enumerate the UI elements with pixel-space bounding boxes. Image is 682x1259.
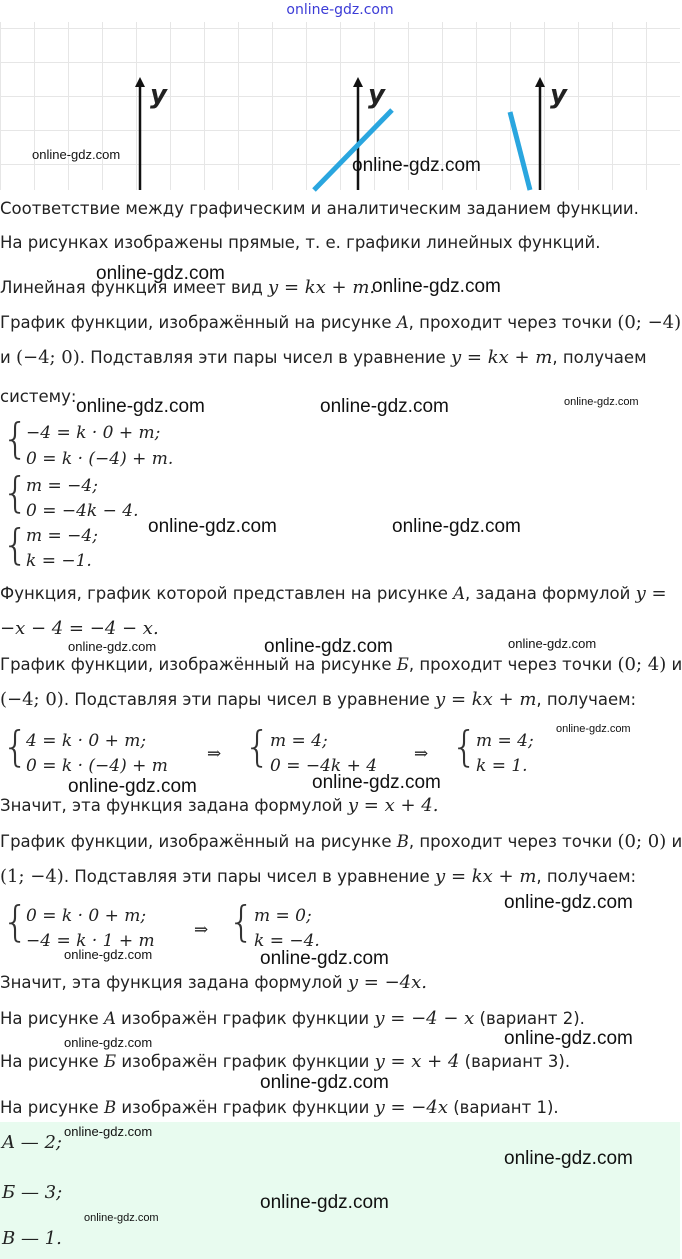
letter-a: A [396, 313, 409, 332]
watermark-11: online-gdz.com [264, 636, 393, 657]
graph-strip [0, 22, 680, 190]
formula-b: y = x + 4. [347, 795, 439, 816]
sys-b1-eq-1: 4 = k · 0 + m; [26, 731, 147, 751]
para-15-text: На рисунке [0, 1052, 104, 1071]
para-9-text-b: . Подставляя эти пары чисел в уравнение [63, 690, 436, 709]
para-6-text: систему: [0, 387, 77, 406]
para-16-text-c: (вариант 1). [447, 1098, 559, 1117]
answer-2: Б — 3; [2, 1182, 63, 1203]
formula-c: y = −4x. [347, 972, 427, 993]
para-8-text: График функции, изображённый на рисунке [0, 655, 397, 674]
top-watermark: online-gdz.com [286, 2, 394, 18]
sys-a-eq-5: m = −4; [26, 526, 98, 546]
watermark-21: online-gdz.com [260, 1072, 389, 1093]
answer-block [0, 1122, 680, 1259]
watermark-10: online-gdz.com [68, 639, 157, 654]
watermark-17: online-gdz.com [64, 947, 153, 962]
graphs-svg [0, 22, 680, 190]
para-14-text-b: изображён график функции [115, 1009, 375, 1028]
formula-variant-3: y = x + 4 [374, 1051, 460, 1072]
point-b1: (0; 4) [617, 654, 667, 675]
point-c1: (0; 0) [617, 831, 667, 852]
para-4-text-b: , проходит через точки [408, 313, 618, 332]
para-4 [0, 311, 680, 335]
para-10-text: Значит, эта функция задана формулой [0, 796, 348, 815]
watermark-7: online-gdz.com [564, 396, 639, 408]
formula-variant-1: y = −4x [374, 1097, 448, 1118]
graph-b-axis-label: y [368, 80, 385, 110]
watermark-16: online-gdz.com [504, 892, 633, 913]
letter-v: B [396, 832, 409, 851]
para-14-text-c: (вариант 2). [474, 1009, 585, 1028]
para-7 [0, 582, 680, 606]
formula-a-start: y = [635, 583, 667, 604]
letter-v-2: B [103, 1098, 117, 1117]
graph-a-axis-label: y [150, 80, 167, 110]
watermark-4: online-gdz.com [372, 276, 501, 297]
para-2-text: На рисунках изображены прямые, т. е. графики линейных функций. [0, 233, 601, 252]
watermark-5: online-gdz.com [76, 396, 205, 417]
sys-a-eq-6: k = −1. [26, 551, 92, 571]
sys-c1-eq-2: −4 = k · 1 + m [26, 931, 155, 951]
sys-b3-brace: { [451, 722, 478, 771]
letter-a-2: A [453, 584, 466, 603]
sys-a-eq-3: m = −4; [26, 476, 98, 496]
watermark-25: online-gdz.com [84, 1212, 159, 1224]
sys-a-brace-3: { [2, 520, 29, 569]
para-13-text: Значит, эта функция задана формулой [0, 973, 348, 992]
para-13 [0, 971, 680, 995]
para-16-text: На рисунке [0, 1098, 104, 1117]
para-15-text-b: изображён график функции [116, 1052, 375, 1071]
formula-general-3: y = kx + m [435, 866, 537, 887]
graph-c [510, 86, 540, 190]
para-16-text-b: изображён график функции [116, 1098, 375, 1117]
para-8-text-c: и [666, 655, 682, 674]
para-11-text-c: и [666, 832, 682, 851]
formula-linear: y = kx + m. [268, 277, 376, 298]
formula-general: y = kx + m [451, 347, 553, 368]
para-12-text-b: . Подставляя эти пары чисел в уравнение [63, 867, 436, 886]
watermark-8: online-gdz.com [148, 516, 277, 537]
watermark-13: online-gdz.com [556, 723, 631, 735]
point-a2: (−4; 0) [15, 347, 80, 368]
para-2 [0, 231, 680, 255]
para-3-text: Линейная функция имеет вид [0, 278, 269, 297]
sys-c1-eq-1: 0 = k · 0 + m; [26, 906, 147, 926]
watermark-12: online-gdz.com [508, 636, 597, 651]
watermark-3: online-gdz.com [96, 263, 225, 284]
sys-c2-eq-2: k = −4. [254, 931, 320, 951]
watermark-19: online-gdz.com [504, 1028, 633, 1049]
graph-b-line [314, 110, 392, 190]
watermark-23: online-gdz.com [504, 1148, 633, 1169]
para-1 [0, 197, 680, 221]
graph-c-axis-label: y [550, 80, 567, 110]
para-5-text: и [0, 348, 16, 367]
sys-b2-eq-2: 0 = −4k + 4 [270, 756, 378, 776]
sys-b-arrow-2: ⇒ [414, 744, 429, 764]
watermark-20: online-gdz.com [64, 1035, 153, 1050]
sys-b1-brace: { [2, 722, 29, 771]
para-12 [0, 865, 680, 889]
point-b2: (−4; 0) [0, 689, 64, 710]
watermark-15: online-gdz.com [312, 772, 441, 793]
para-5-text-b: . Подставляя эти пары чисел в уравнение [79, 348, 452, 367]
sys-a-brace-2: { [2, 468, 29, 517]
sys-c1-brace: { [2, 897, 29, 946]
letter-b-2: Б [103, 1052, 117, 1071]
para-15-text-c: (вариант 3). [459, 1052, 571, 1071]
sys-c-arrow: ⇒ [194, 920, 209, 940]
watermark-18: online-gdz.com [260, 948, 389, 969]
sys-b3-eq-1: m = 4; [476, 731, 534, 751]
sys-b1-eq-2: 0 = k · (−4) + m [26, 756, 168, 776]
para-11-text-b: , проходит через точки [408, 832, 618, 851]
watermark-9: online-gdz.com [392, 516, 521, 537]
watermark-6: online-gdz.com [320, 396, 449, 417]
answer-3: B — 1. [2, 1228, 62, 1249]
sys-a-eq-1: −4 = k · 0 + m; [26, 423, 161, 443]
watermark-2: online-gdz.com [352, 155, 481, 176]
para-7-text-b: , задана формулой [465, 584, 636, 603]
para-1-text: Соответствие между графическим и аналитическим заданием функции. [0, 199, 639, 218]
para-11 [0, 830, 680, 854]
answer-1: A — 2; [2, 1132, 62, 1153]
point-c2: (1; −4) [0, 866, 64, 887]
point-a1: (0; −4) [617, 312, 682, 333]
watermark-14: online-gdz.com [68, 776, 197, 797]
sys-b3-eq-2: k = 1. [476, 756, 528, 776]
sys-b-arrow-1: ⇒ [207, 744, 222, 764]
para-5-text-c: , получаем [552, 348, 647, 367]
para-7-text: Функция, график которой представлен на рисунке [0, 584, 454, 603]
watermark-24: online-gdz.com [260, 1192, 389, 1213]
letter-a-3: A [103, 1009, 116, 1028]
para-9-text-c: , получаем: [536, 690, 637, 709]
sys-c2-brace: { [228, 897, 255, 946]
formula-a-rest: −x − 4 = −4 − x. [0, 618, 159, 639]
para-8-text-b: , проходит через точки [408, 655, 618, 674]
para-12-text-c: , получаем: [536, 867, 637, 886]
watermark-22: online-gdz.com [64, 1124, 153, 1139]
para-16 [0, 1096, 680, 1120]
para-4-text: График функции, изображённый на рисунке [0, 313, 397, 332]
letter-b: Б [396, 655, 409, 674]
formula-variant-2: y = −4 − x [374, 1008, 475, 1029]
graph-c-line [510, 112, 530, 190]
para-15 [0, 1050, 680, 1074]
sys-c2-eq-1: m = 0; [254, 906, 312, 926]
para-11-text: График функции, изображённый на рисунке [0, 832, 397, 851]
para-5 [0, 346, 680, 370]
formula-general-2: y = kx + m [435, 689, 537, 710]
sys-a-eq-4: 0 = −4k − 4. [26, 501, 139, 521]
sys-b2-brace: { [244, 722, 271, 771]
sys-b2-eq-1: m = 4; [270, 731, 328, 751]
para-14-text: На рисунке [0, 1009, 104, 1028]
para-9 [0, 688, 680, 712]
sys-a-eq-2: 0 = k · (−4) + m. [26, 449, 174, 469]
watermark-1: online-gdz.com [32, 147, 121, 162]
sys-a-brace-1: { [2, 414, 29, 463]
